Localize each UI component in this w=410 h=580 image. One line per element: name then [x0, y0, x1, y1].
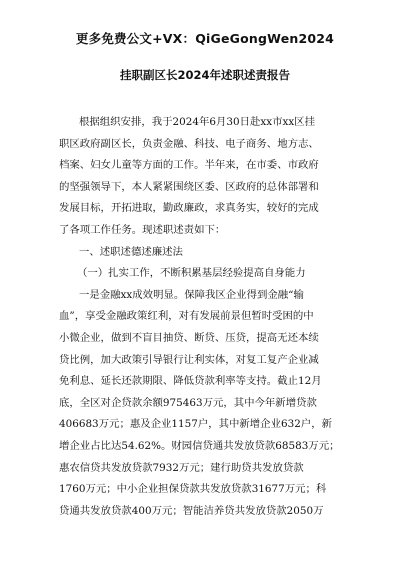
body-line: 的坚强领导下，本人紧紧围绕区委、区政府的总体部署和 — [59, 180, 319, 193]
body-line: 档案、妇女儿童等方面的工作。半年来，在市委、市政府 — [59, 159, 319, 172]
body-line: 免利息、延长还款期限、降低贷款利率等支持。截止12月 — [59, 375, 322, 388]
subsection-heading: （一）扎实工作，不断积累基层经验提高自身能力 — [77, 267, 306, 280]
body-line: 职区政府副区长，负责金融、科技、电子商务、地方志、 — [59, 137, 319, 150]
body-line: 发展目标，开拓进取，勤政廉政，求真务实，较好的完成 — [59, 202, 319, 215]
report-title: 挂职副区长2024年述职述责报告 — [119, 68, 290, 82]
body-line: 一是金融xx成效明显。保障我区企业得到金融“输 — [79, 288, 304, 301]
section-heading: 一、述职述德述廉述法 — [79, 245, 183, 258]
body-line: 贷比例，加大政策引导银行让利实体，对复工复产企业减 — [59, 353, 319, 366]
body-line: 小微企业，做到不盲目抽贷、断贷、压贷，提高无还本续 — [59, 331, 319, 344]
body-line: 了各项工作任务。现述职述责如下： — [59, 223, 226, 236]
body-line: 406683万元；惠及企业1157户，其中新增企业632户，新 — [59, 418, 332, 431]
body-line: 惠农信贷共发放贷款7932万元；建行助贷共发放贷款 — [59, 461, 304, 474]
report-body — [59, 112, 359, 522]
body-line: 血”，享受金融政策红利，对有发展前景但暂时受困的中 — [59, 310, 314, 323]
watermark-header: 更多免费公文+VX：QiGeGongWen2024 — [75, 31, 335, 46]
body-line: 底，全区对企贷款余额975463万元，其中今年新增贷款 — [59, 396, 317, 409]
body-line: 1760万元；中小企业担保贷款共发放贷款31677万元；科 — [59, 483, 327, 496]
body-line: 贷通共发放贷款400万元；智能洁养贷共发放贷款2050万 — [59, 504, 324, 517]
body-line: 增企业占比达54.62%。财园信贷通共发放贷款68583万元； — [59, 439, 340, 452]
body-line: 根据组织安排，我于2024年6月30日赴xx市xx区挂 — [79, 116, 315, 128]
